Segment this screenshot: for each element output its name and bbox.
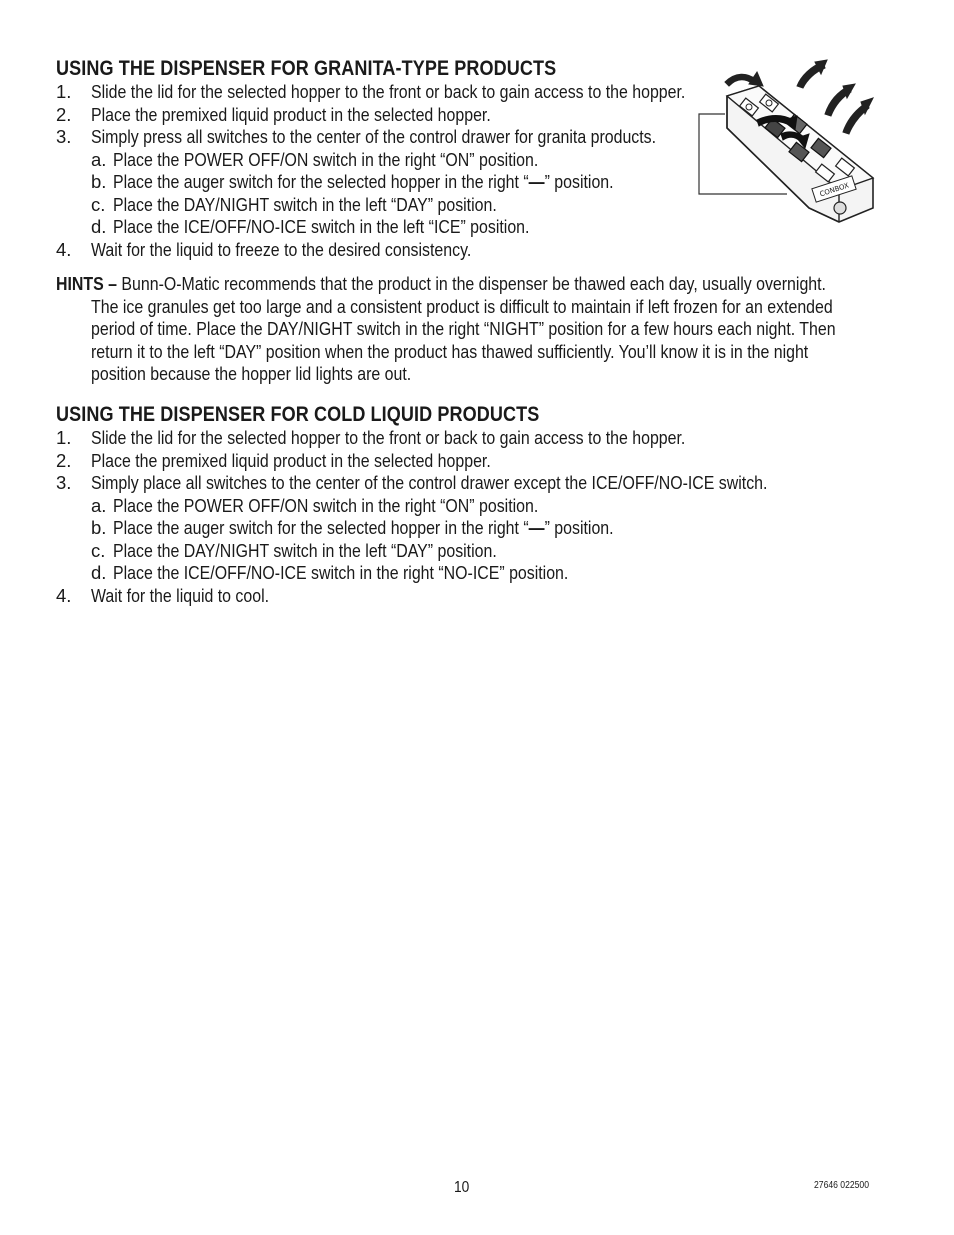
arrow-icon	[825, 84, 855, 116]
page-number: 10	[454, 1179, 470, 1196]
document-number: 27646 022500	[814, 1180, 870, 1191]
illustration-label: CONBOX	[818, 181, 850, 199]
document-page: USING THE DISPENSER FOR GRANITA-TYPE PRODUCTS 1. Slide the lid for the selected hopper to the front or back to gain access to the hopper. 2. Place the premixed liquid product in the selected hopper. 3. Simply press all switches to the center of the control drawer for granita products. a. Place the POWER OFF/ON switch in the right “ON” position. b. Place the auger switch for the selected hopper in the right “—” position. c. Place the DAY/NIGHT switch in the left “DAY” position. d. Place the ICE/OFF/NO-ICE switch in the left “ICE” position. 4. Wait for the liquid to freeze to the desired consistency. HINTS – Bunn-O-Matic recommends that the product in the dispenser be thawed each day, usually overnight. The ice granules get too large and a consistent product is difficult to maintain if left frozen for an extended period of time. Place the DAY/NIGHT switch in the right “NIGHT” position for a few hours each night. Then return it to the left “DAY” position when the product has thawed sufficiently. You’ll know it is in the night position because the hopper lid lights are out. USING THE DISPENSER FOR COLD LIQUID PRODUCTS 1. Slide the lid for the selected hopper to the front or back to gain access to the hopper. 2. Place the premixed liquid product in the selected hopper. 3. Simply place all switches to the center of the control drawer except the ICE/OFF/NO-ICE switch. a. Place the POWER OFF/ON switch in the right “ON” position. b. Place the auger switch for the selected hopper in the right “—” position. c. Place the DAY/NIGHT switch in the left “DAY” position. d. Place the ICE/OFF/NO-ICE switch in the right “NO-ICE” position. 4. Wait for the liquid to cool. CONBOX 10 27646 022500	[0, 0, 954, 1235]
arrow-icon	[725, 72, 763, 86]
section-heading-cold-liquid: USING THE DISPENSER FOR COLD LIQUID PRODUCTS	[56, 403, 540, 426]
arrow-icon	[797, 60, 827, 88]
control-drawer-illustration	[697, 58, 875, 226]
arrow-icon	[843, 98, 873, 134]
section-heading-granita: USING THE DISPENSER FOR GRANITA-TYPE PRODUCTS	[56, 57, 557, 80]
hints-label: HINTS –	[56, 273, 118, 294]
